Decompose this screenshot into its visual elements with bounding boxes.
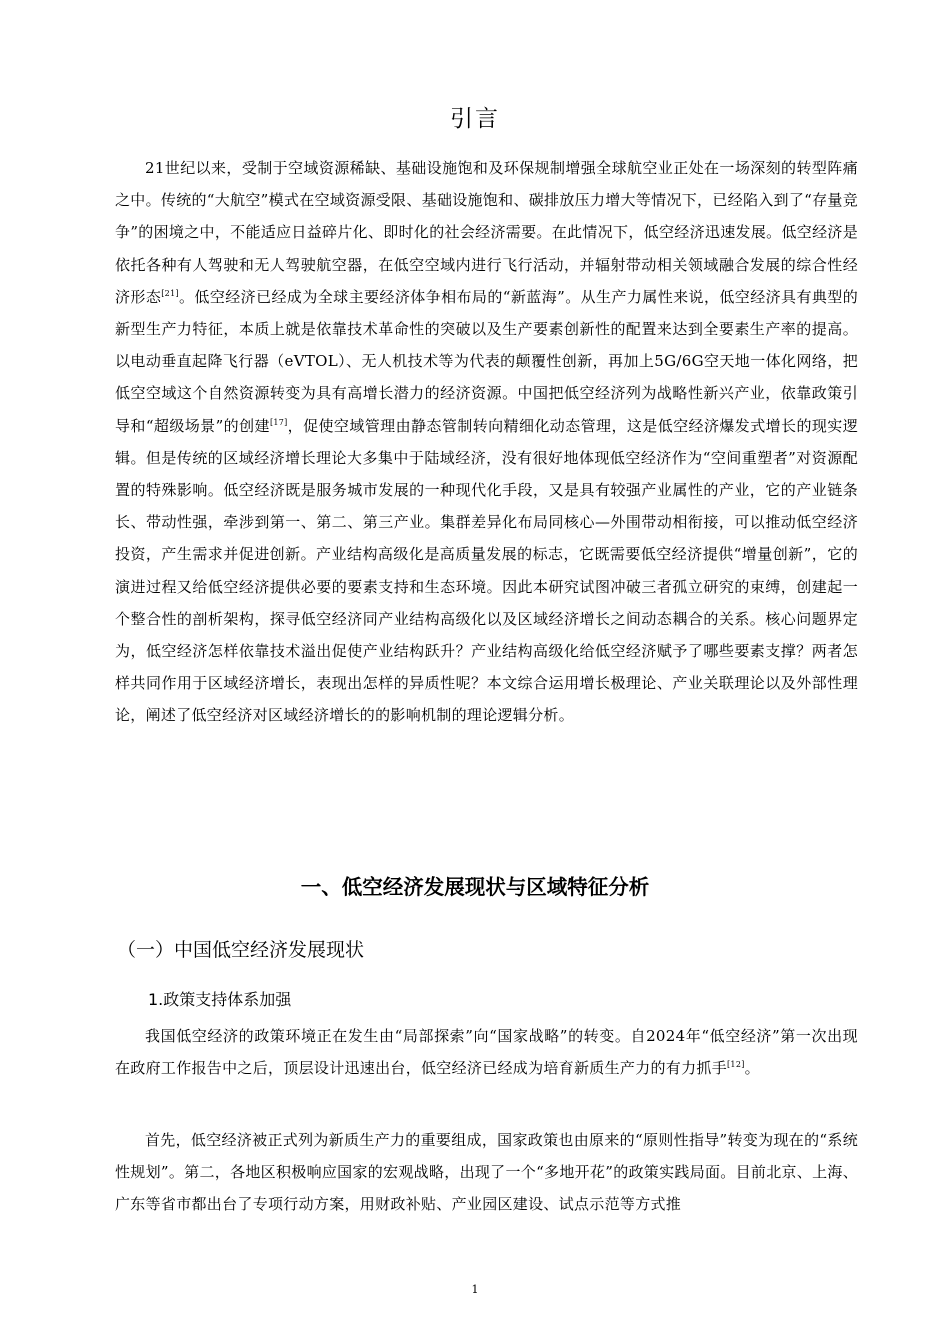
- page-number: 1: [471, 1283, 479, 1296]
- section-heading: 一、低空经济发展现状与区域特征分析: [300, 875, 650, 899]
- intro-paragraph: [115, 152, 858, 732]
- citation-17: [17]: [269, 417, 288, 427]
- intro-text-part-1: 21世纪以来，受制于空域资源稀缺、基础设施饱和及环保规制增强全球航空业正处在一场深刻的转型阵痛之中。传统的“大航空”模式在空域资源受限、基础设施饱和、碳排放压力增大等情况下，已经陷入到了“存量竞争”的困境之中，不能适应日益碎片化、即时化的社会经济需要。在此情况下，低空经济迅速发展。低空经济是依托各种有人驾驶和无人驾驶航空器，在低空空域内进行飞行活动，并辐射带动相关领域融合发展的综合性经济形态: [115, 159, 859, 306]
- first-second-paragraph: 首先，低空经济被正式列为新质生产力的重要组成，国家政策也由原来的“原则性指导”转变为现在的“系统性规划”。第二，各地区积极响应国家的宏观战略，出现了一个“多地开花”的政策实践局面。目前北京、上海、广东等省市都出台了专项行动方案，用财政补贴、产业园区建设、试点示范等方式推: [115, 1131, 859, 1214]
- document-title: 引言: [450, 106, 500, 132]
- subsubsection-heading: 1.政策支持体系加强: [148, 990, 292, 1009]
- policy-paragraph: [115, 1020, 858, 1084]
- subsection-heading: （一）中国低空经济发展现状: [117, 939, 365, 961]
- policy-text-part-1: 我国低空经济的政策环境正在发生由“局部探索”向“国家战略”的转变。自2024年“低空经济”第一次出现在政府工作报告中之后，顶层设计迅速出台，低空经济已经成为培育新质生产力的有力抓手: [115, 1027, 858, 1078]
- intro-text-part-3: ，促使空域管理由静态管制转向精细化动态管理，这是低空经济爆发式增长的现实逻辑。但是传统的区域经济增长理论大多集中于陆域经济，没有很好地体现低空经济作为“空间重塑者”对资源配置的特殊影响。低空经济既是服务城市发展的一种现代化手段，又是具有较强产业属性的产业，它的产业链条长、带动性强，牵涉到第一、第二、第三产业。集群差异化布局同核心—外围带动相衔接，可以推动低空经济投资，产生需求并促进创新。产业结构高级化是高质量发展的标志，它既需要低空经济提供“增量创新”，它的演进过程又给低空经济提供必要的要素支持和生态环境。因此本研究试图冲破三者孤立研究的束缚，创建起一个整合性的剖析架构，探寻低空经济同产业结构高级化以及区域经济增长之间动态耦合的关系。核心问题界定为，低空经济怎样依靠技术溢出促使产业结构跃升？产业结构高级化给低空经济赋予了哪些要素支撑？两者怎样共同作用于区域经济增长，表现出怎样的异质性呢？本文综合运用增长极理论、产业关联理论以及外部性理论，阐述了低空经济对区域经济增长的的影响机制的理论逻辑分析。: [115, 416, 859, 725]
- citation-21: [21]: [161, 288, 179, 298]
- intro-text-part-2: 。低空经济已经成为全球主要经济体争相布局的“新蓝海”。从生产力属性来说，低空经济具有典型的新型生产力特征，本质上就是依靠技术革命性的突破以及生产要素创新性的配置来达到全要素生产率的提高。以电动垂直起降飞行器（eVTOL）、无人机技术等为代表的颠覆性创新，再加上5G/6G空天地一体化网络，把低空空域这个自然资源转变为具有高增长潜力的经济资源。中国把低空经济列为战略性新兴产业，依靠政策引导和“超级场景”的创建: [115, 287, 859, 435]
- citation-12: [12]: [727, 1060, 745, 1070]
- policy-text-part-2: 。: [744, 1059, 760, 1078]
